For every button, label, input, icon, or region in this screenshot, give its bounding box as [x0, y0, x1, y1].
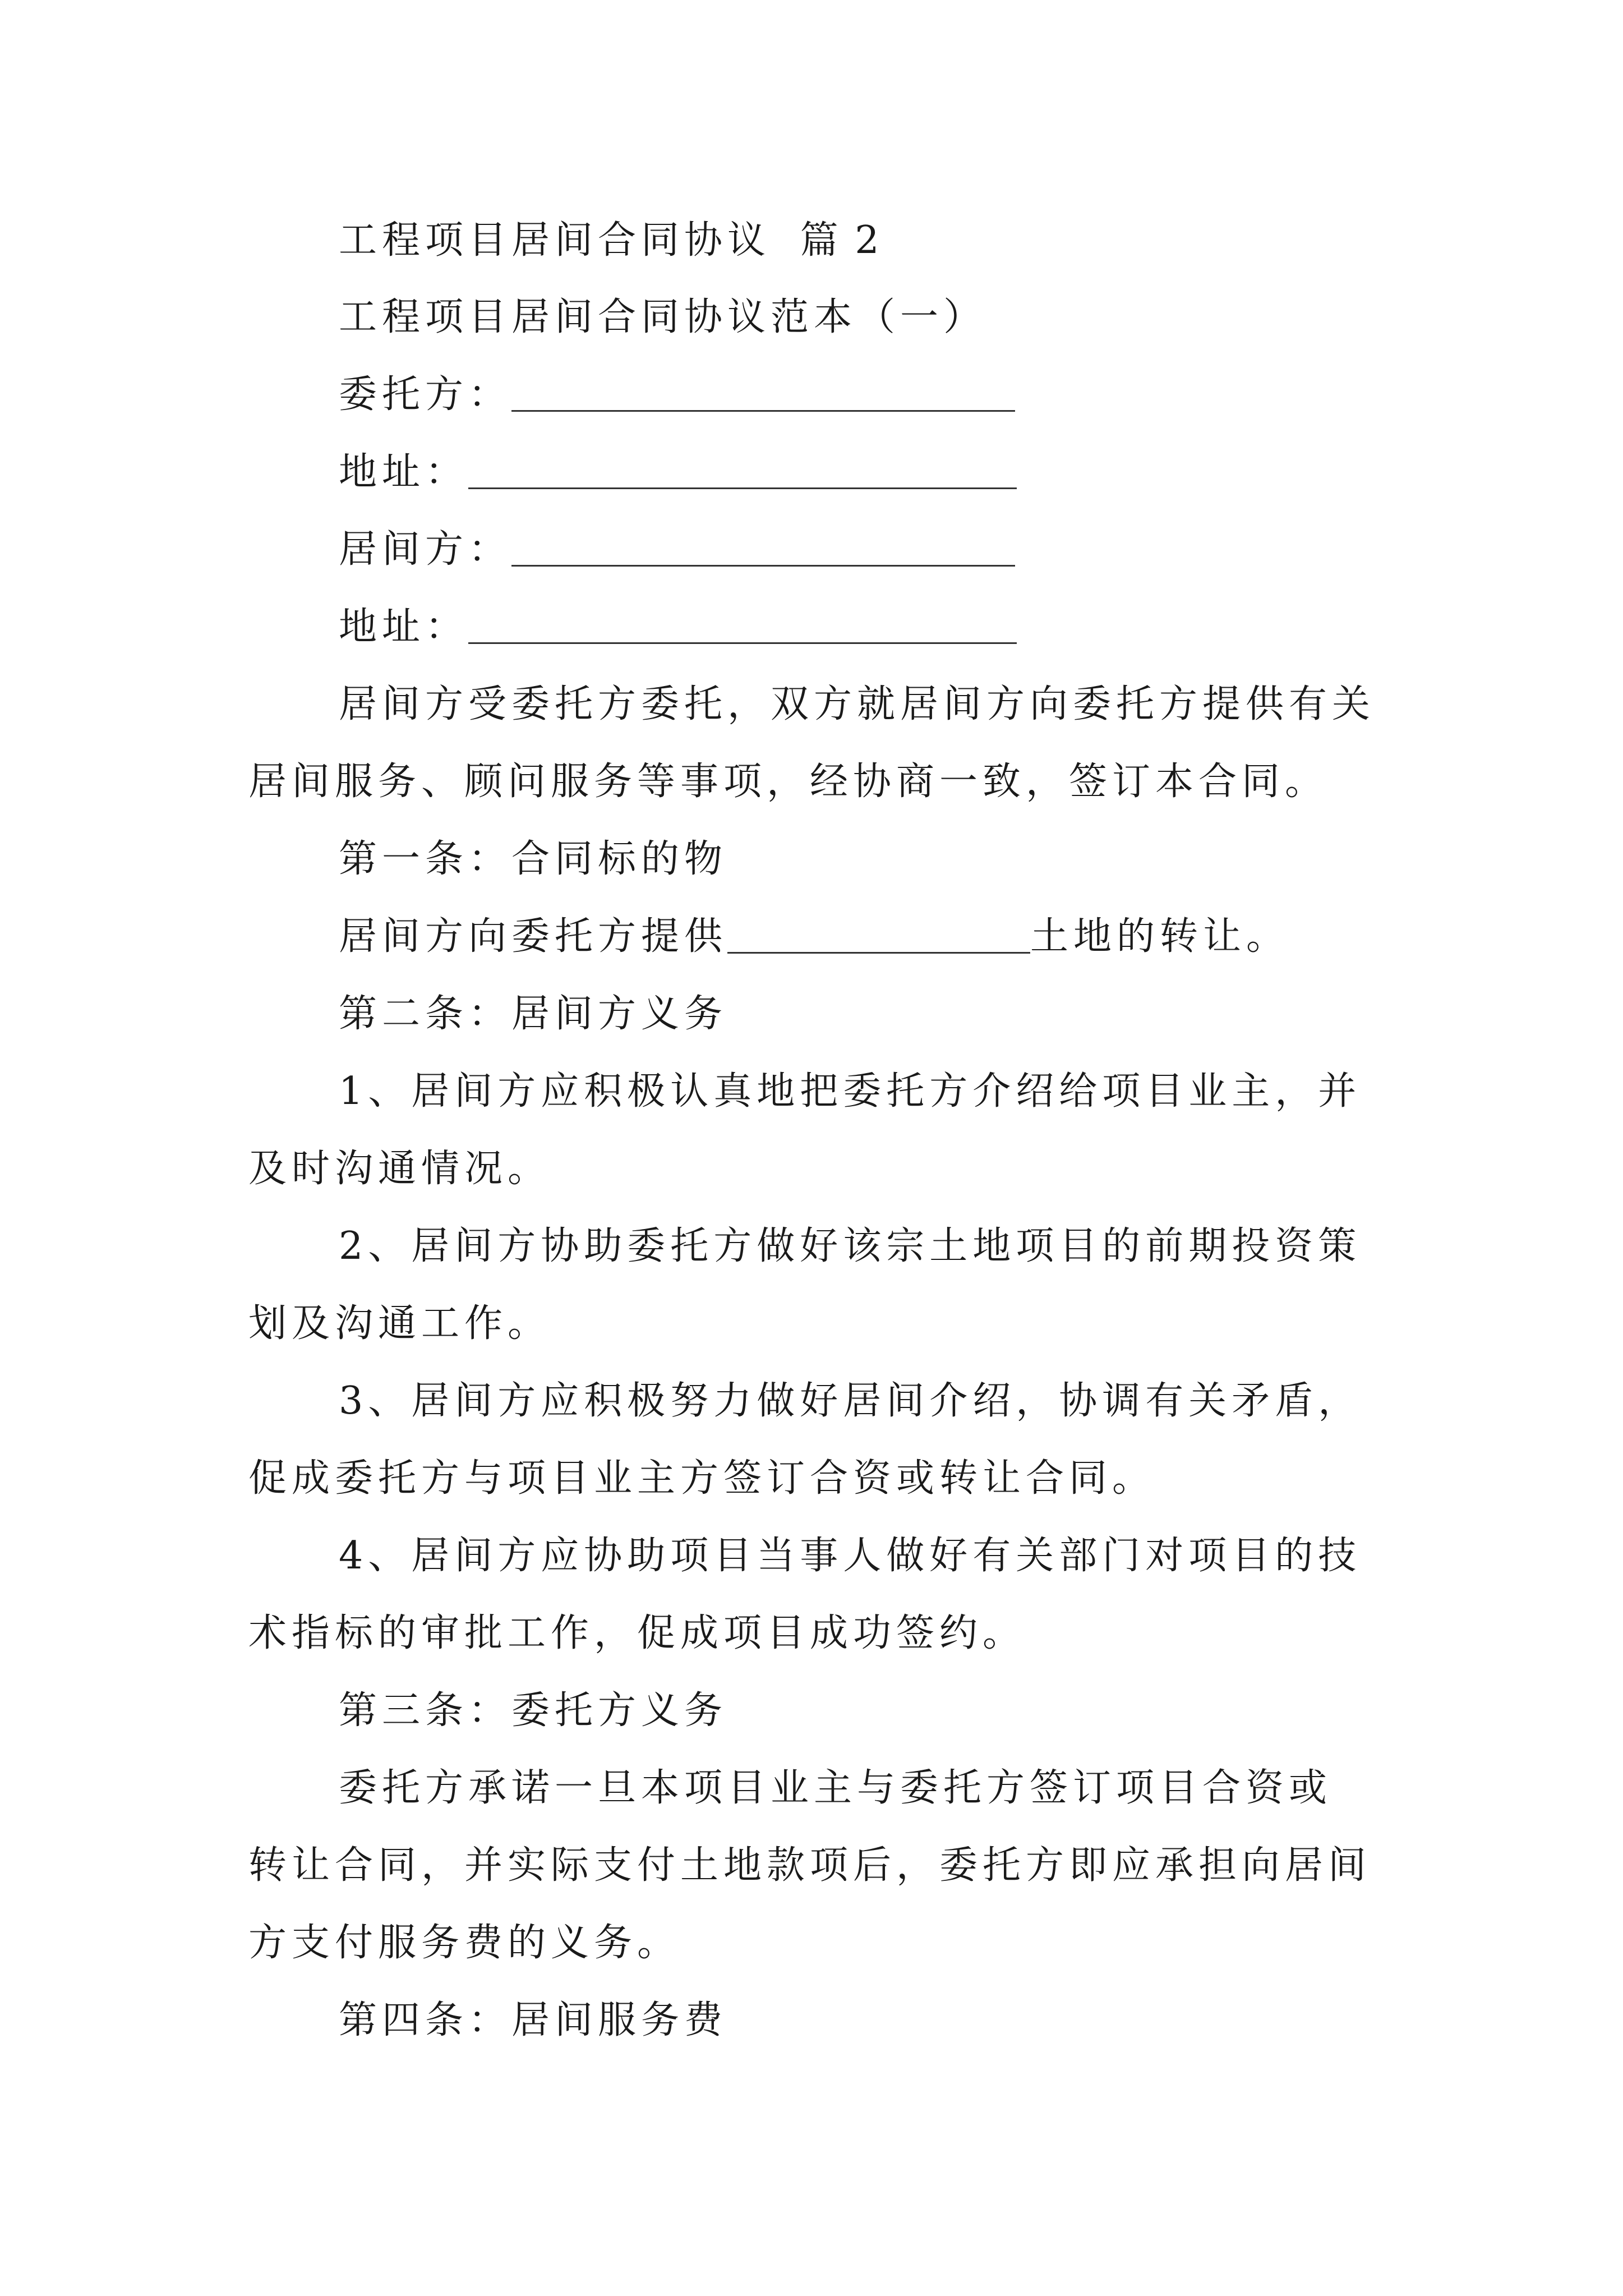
article2-item1-line1: 1、居间方应积极认真地把委托方介绍给项目业主，并	[339, 1069, 1362, 1114]
client-label: 委托方：	[339, 372, 512, 417]
article2-title: 第二条：居间方义务	[339, 992, 728, 1036]
article1-title: 第一条：合同标的物	[339, 837, 728, 881]
title-part: 篇 2	[800, 218, 882, 263]
article2-item2-line1: 2、居间方协助委托方做好该宗土地项目的前期投资策	[339, 1224, 1362, 1268]
land-blank	[727, 951, 1030, 954]
client-blank	[511, 409, 1015, 412]
client-address-field	[339, 450, 1017, 494]
article3-line-2: 转让合同，并实际支付土地款项后，委托方即应承担向居间	[248, 1843, 1372, 1888]
article2-item4-line2: 术指标的审批工作，促成项目成功签约。	[248, 1611, 1026, 1655]
agent-field	[339, 527, 1015, 572]
article2-item4-line1: 4、居间方应协助项目当事人做好有关部门对项目的技	[339, 1534, 1362, 1578]
agent-label: 居间方：	[339, 527, 512, 572]
article1-text-after: 土地的转让。	[1030, 914, 1290, 959]
article2-item3-line2: 促成委托方与项目业主方签订合资或转让合同。	[248, 1456, 1156, 1501]
article2-item1-line2: 及时沟通情况。	[248, 1147, 551, 1191]
article3-line-1: 委托方承诺一旦本项目业主与委托方签订项目合资或	[339, 1766, 1332, 1810]
document-subtitle: 工程项目居间合同协议范本（一）	[339, 295, 987, 339]
article1-text	[339, 914, 1290, 959]
agent-address-blank	[468, 642, 1017, 644]
intro-line-2: 居间服务、顾问服务等事项，经协商一致，签订本合同。	[248, 760, 1329, 804]
agent-address-field	[339, 605, 1017, 649]
article1-text-before: 居间方向委托方提供	[339, 914, 728, 959]
article4-title: 第四条：居间服务费	[339, 1998, 728, 2042]
agent-address-label: 地址：	[339, 605, 469, 649]
article2-item3-line1: 3、居间方应积极努力做好居间介绍，协调有关矛盾，	[339, 1379, 1362, 1423]
article3-line-3: 方支付服务费的义务。	[248, 1921, 681, 1965]
article2-item2-line2: 划及沟通工作。	[248, 1301, 551, 1346]
client-address-blank	[468, 487, 1017, 489]
client-field	[339, 372, 1015, 417]
agent-blank	[511, 564, 1015, 567]
document-title	[339, 218, 882, 263]
client-address-label: 地址：	[339, 450, 469, 494]
title-text: 工程项目居间合同协议	[339, 218, 771, 263]
article3-title: 第三条：委托方义务	[339, 1688, 728, 1733]
intro-line-1: 居间方受委托方委托，双方就居间方向委托方提供有关	[339, 682, 1376, 726]
